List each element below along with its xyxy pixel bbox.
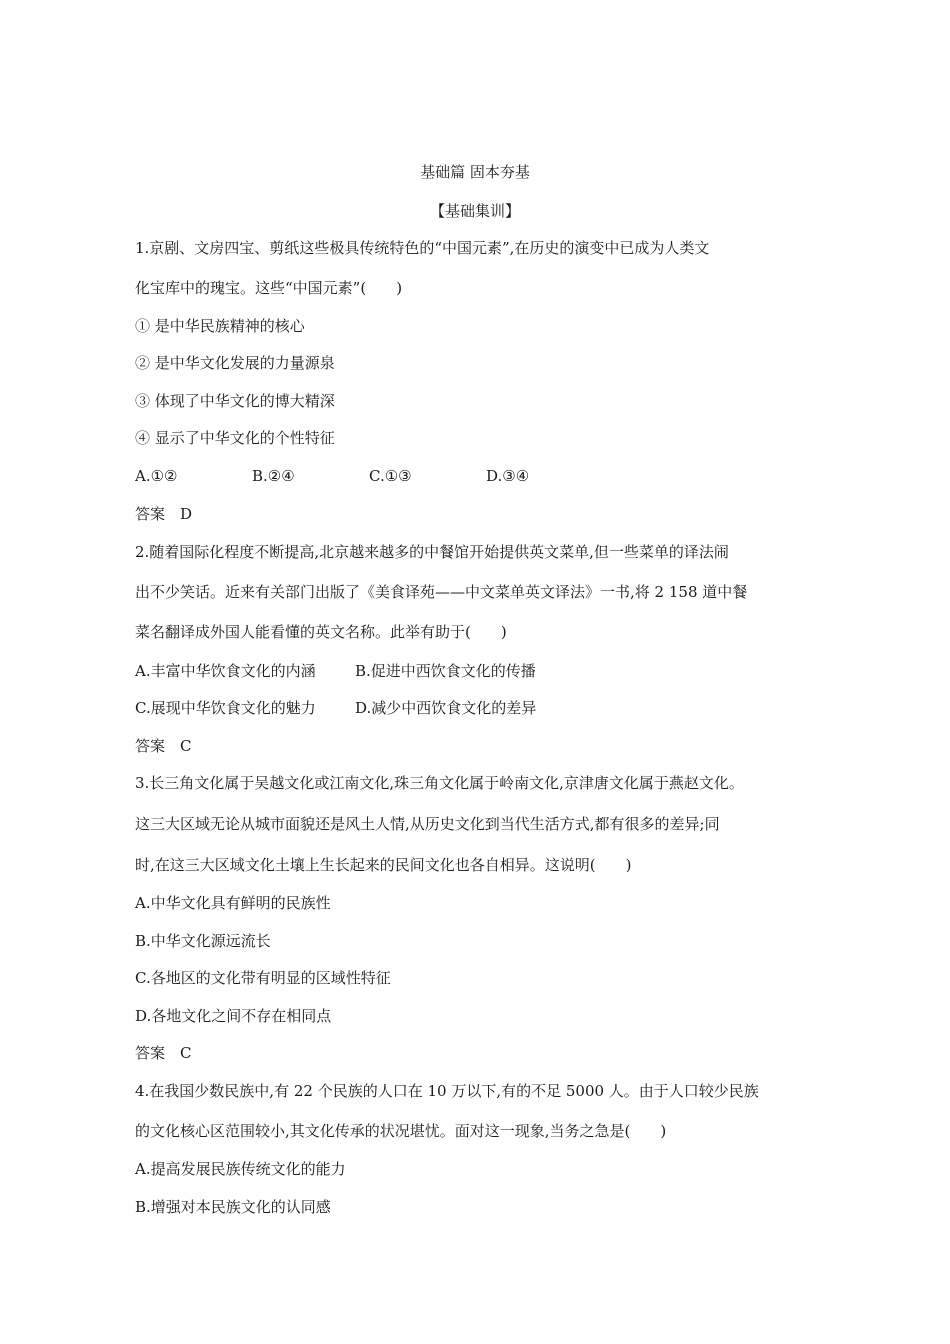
q4-option-a: A.提高发展民族传统文化的能力 xyxy=(135,1160,346,1178)
q1-stem-line-1: 1.京剧、文房四宝、剪纸这些极具传统特色的“中国元素”,在历史的演变中已成为人类文 xyxy=(135,239,710,257)
q2-option-b: B.促进中西饮食文化的传播 xyxy=(355,662,536,680)
q3-option-d: D.各地文化之间不存在相同点 xyxy=(135,1007,332,1025)
q1-option-a: A.①② xyxy=(135,467,178,485)
q3-option-b: B.中华文化源远流长 xyxy=(135,932,271,950)
q2-stem-line-1: 2.随着国际化程度不断提高,北京越来越多的中餐馆开始提供英文菜单,但一些菜单的译法闹 xyxy=(135,543,729,561)
q2-option-a: A.丰富中华饮食文化的内涵 xyxy=(135,662,316,680)
q4-option-b: B.增强对本民族文化的认同感 xyxy=(135,1198,331,1216)
q3-stem-line-1: 3.长三角文化属于吴越文化或江南文化,珠三角文化属于岭南文化,京津唐文化属于燕赵文化。 xyxy=(135,774,744,792)
q1-item-4: ④ 显示了中华文化的个性特征 xyxy=(135,429,335,447)
q3-stem-line-3: 时,在这三大区域文化土壤上生长起来的民间文化也各自相异。这说明( ) xyxy=(135,856,632,874)
page-title: 基础篇 固本夯基 xyxy=(420,163,530,181)
q4-stem-line-2: 的文化核心区范围较小,其文化传承的状况堪忧。面对这一现象,当务之急是( ) xyxy=(135,1122,667,1140)
q1-options xyxy=(135,466,603,486)
q1-option-c: C.①③ xyxy=(369,467,412,485)
q1-item-1: ① 是中华民族精神的核心 xyxy=(135,317,305,335)
q3-option-a: A.中华文化具有鲜明的民族性 xyxy=(135,894,331,912)
q3-option-c: C.各地区的文化带有明显的区域性特征 xyxy=(135,969,391,987)
q1-option-b: B.②④ xyxy=(252,467,295,485)
q3-stem-line-2: 这三大区域无论从城市面貌还是风土人情,从历史文化到当代生活方式,都有很多的差异;同 xyxy=(135,815,720,833)
q1-item-3: ③ 体现了中华文化的博大精深 xyxy=(135,392,335,410)
q2-options-row-2 xyxy=(135,698,536,718)
q2-stem-line-2: 出不少笑话。近来有关部门出版了《美食译苑——中文菜单英文译法》一书,将 2 158 道中餐 xyxy=(135,583,748,601)
q3-answer: 答案 C xyxy=(135,1044,192,1062)
q2-options-row-1 xyxy=(135,661,536,681)
q1-answer: 答案 D xyxy=(135,505,193,523)
section-heading: 【基础集训】 xyxy=(429,202,520,220)
q2-stem-line-3: 菜名翻译成外国人能看懂的英文名称。此举有助于( ) xyxy=(135,623,507,641)
q1-stem-line-2: 化宝库中的瑰宝。这些“中国元素”( ) xyxy=(135,279,403,297)
q2-option-d: D.减少中西饮食文化的差异 xyxy=(355,699,537,717)
q1-option-d: D.③④ xyxy=(486,467,530,485)
q2-answer: 答案 C xyxy=(135,737,192,755)
q4-stem-line-1: 4.在我国少数民族中,有 22 个民族的人口在 10 万以下,有的不足 5000 人。由于人口较少民族 xyxy=(135,1082,759,1100)
q1-item-2: ② 是中华文化发展的力量源泉 xyxy=(135,354,335,372)
q2-option-c: C.展现中华饮食文化的魅力 xyxy=(135,699,316,717)
